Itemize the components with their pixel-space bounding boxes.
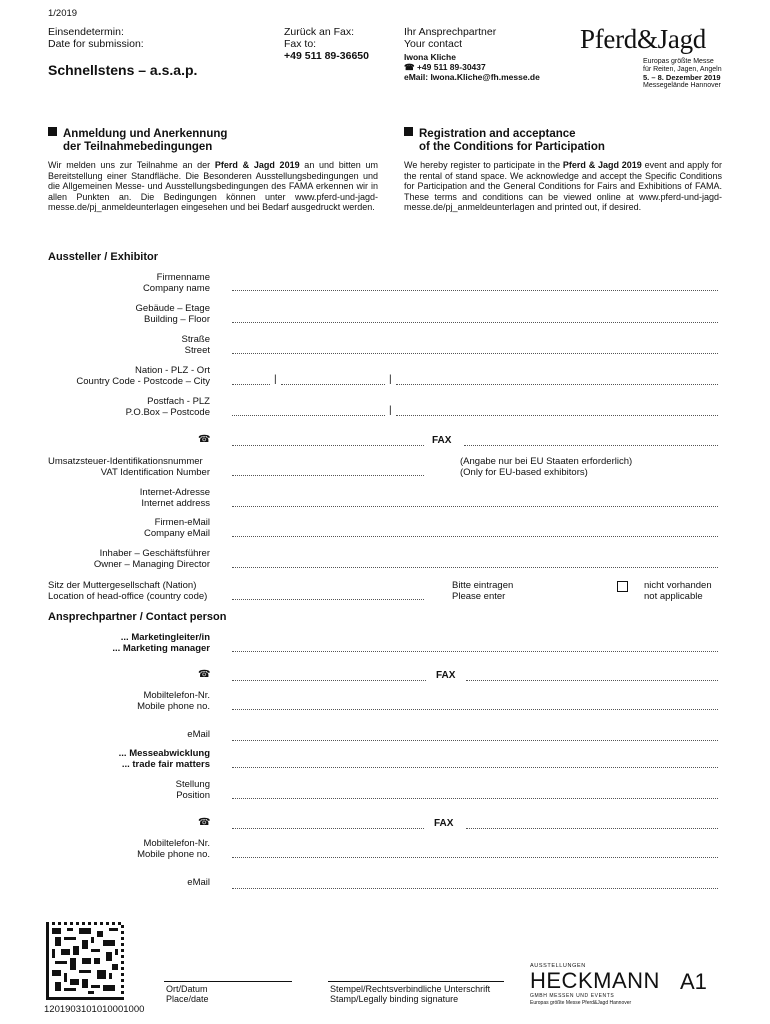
marketing-mobile-label: Mobiltelefon-Nr. Mobile phone no. <box>137 690 210 712</box>
trade-fair-email-field[interactable] <box>232 879 718 889</box>
exhibitor-section-title: Aussteller / Exhibitor <box>48 251 159 263</box>
intro-de <box>48 127 378 213</box>
company-phone-field[interactable] <box>232 436 424 446</box>
contact-section-title: Ansprechpartner / Contact person <box>48 611 227 623</box>
intro-de-title-2: der Teilnahmebedingungen <box>63 141 213 153</box>
contact-name: Iwona Kliche <box>404 52 456 62</box>
phone-icon: ☎ <box>198 434 211 445</box>
trade-fair-fax-field[interactable] <box>466 819 718 829</box>
position-label: Stellung Position <box>175 779 210 801</box>
phone-icon: ☎ <box>198 669 211 680</box>
country-code-field[interactable] <box>232 375 270 385</box>
logo-tagline-2: für Reiten, Jagen, Angeln <box>643 66 722 73</box>
intro-de-event: Pferd & Jagd 2019 <box>214 160 300 170</box>
owner-field[interactable] <box>232 558 718 568</box>
vat-note: (Angabe nur bei EU Staaten erforderlich) (Only for EU-based exhibitors) <box>460 456 633 478</box>
pferd-jagd-logo <box>580 24 750 90</box>
field-separator: | <box>389 374 392 385</box>
bullet-square-icon <box>404 127 413 136</box>
intro-en-event: Pferd & Jagd 2019 <box>562 160 642 170</box>
deadline-block <box>48 26 144 50</box>
form-code: A1 <box>680 969 707 994</box>
company-name-label: Firmenname Company name <box>142 272 210 294</box>
head-office-field[interactable] <box>232 590 424 600</box>
company-name-field[interactable] <box>232 281 718 291</box>
pobox-postcode-field[interactable] <box>396 406 718 416</box>
place-date-field[interactable] <box>164 955 292 980</box>
contact-phone: ☎ +49 511 89-30437 <box>404 62 486 72</box>
fax-label-de: Zurück an Fax: <box>284 26 355 38</box>
intro-en <box>404 127 722 213</box>
heckmann-sub-text: GMBH MESSEN UND EVENTS <box>530 993 615 999</box>
not-applicable-checkbox[interactable] <box>617 581 628 592</box>
trade-fair-mobile-label: Mobiltelefon-Nr. Mobile phone no. <box>137 838 210 860</box>
intro-de-title-1: Anmeldung und Anerkennung <box>63 128 228 140</box>
heckmann-bottom-text: Europas größte Messe Pferd&Jagd Hannover <box>530 1000 632 1006</box>
not-applicable-label: nicht vorhanden not applicable <box>644 580 712 602</box>
contact-block <box>404 26 540 82</box>
place-date-line <box>164 981 292 982</box>
marketing-email-field[interactable] <box>232 731 718 741</box>
vat-label: Umsatzsteuer-Identifikationsnummer VAT Identification Number <box>48 456 210 478</box>
marketing-manager-label: ... Marketingleiter/in ... Marketing manager <box>112 632 210 654</box>
field-separator: | <box>389 405 392 416</box>
logo-wordmark: Pferd&Jagd <box>580 24 706 54</box>
marketing-fax-label: FAX <box>436 670 456 681</box>
street-field[interactable] <box>232 344 718 354</box>
trade-fair-label: ... Messeabwicklung ... trade fair matters <box>118 748 210 770</box>
deadline-value: Schnellstens – a.s.a.p. <box>48 62 198 78</box>
intro-de-text-a: Wir melden uns zur Teilnahme an der <box>48 160 215 170</box>
intro-en-title-2: of the Conditions for Participation <box>419 141 605 153</box>
vat-field[interactable] <box>232 466 424 476</box>
datamatrix-barcode-icon <box>46 922 124 1000</box>
trade-fair-fax-label: FAX <box>434 818 454 829</box>
marketing-manager-field[interactable] <box>232 642 718 652</box>
trade-fair-email-label: eMail <box>187 877 210 888</box>
marketing-fax-field[interactable] <box>466 671 718 681</box>
contact-label-de: Ihr Ansprechpartner <box>404 26 497 38</box>
marketing-phone-field[interactable] <box>232 671 426 681</box>
company-email-field[interactable] <box>232 527 718 537</box>
heckmann-top-text: AUSSTELLUNGEN <box>530 963 586 969</box>
marketing-mobile-field[interactable] <box>232 700 718 710</box>
heckmann-brand: HECKMANN <box>530 968 660 993</box>
company-fax-field[interactable] <box>464 436 718 446</box>
building-floor-label: Gebäude – Etage Building – Floor <box>135 303 210 325</box>
place-date-label: Ort/Datum Place/date <box>166 984 209 1004</box>
logo-venue: Messegelände Hannover <box>643 82 721 89</box>
intro-en-text-a: We hereby register to participate in the <box>404 160 563 170</box>
country-postcode-city-label: Nation - PLZ - Ort Country Code - Postcode – City <box>76 365 210 387</box>
internet-address-field[interactable] <box>232 497 718 507</box>
trade-fair-phone-field[interactable] <box>232 819 424 829</box>
fax-label-en: Fax to: <box>284 38 317 50</box>
building-floor-field[interactable] <box>232 313 718 323</box>
bullet-square-icon <box>48 127 57 136</box>
intro-en-text-b: event and apply for the rental of stand space. We acknowledge and accept the Specific Conditions for Participation and the General Conditions for Fairs and Exhibitions of FAMA. These terms and conditions can be viewed online at www.pferd-und-jagd-messe.de/pj_anmeldeunterlagen and printed out, if desired. <box>404 160 722 213</box>
logo-tagline-1: Europas größte Messe <box>643 58 714 65</box>
position-field[interactable] <box>232 789 718 799</box>
trade-fair-mobile-field[interactable] <box>232 848 718 858</box>
internet-address-label: Internet-Adresse Internet address <box>139 487 210 509</box>
marketing-email-label: eMail <box>187 729 210 740</box>
phone-icon: ☎ <box>198 817 211 828</box>
fax-block <box>284 26 369 62</box>
postcode-field[interactable] <box>281 375 385 385</box>
signature-field[interactable] <box>328 955 504 980</box>
company-email-label: Firmen-eMail Company eMail <box>144 517 210 539</box>
intro-en-title-1: Registration and acceptance <box>419 128 576 140</box>
trade-fair-field[interactable] <box>232 758 718 768</box>
contact-label-en: Your contact <box>404 38 462 50</box>
company-fax-label: FAX <box>432 435 452 446</box>
signature-line <box>328 981 504 982</box>
barcode-number: 1201903101010001000 <box>44 1004 145 1015</box>
head-office-label: Sitz der Muttergesellschaft (Nation) Location of head-office (country code) <box>48 580 208 602</box>
deadline-label-en: Date for submission: <box>48 38 144 50</box>
signature-label: Stempel/Rechtsverbindliche Unterschrift Stamp/Legally binding signature <box>330 984 491 1004</box>
contact-email: eMail: Iwona.Kliche@fh.messe.de <box>404 72 540 82</box>
field-separator: | <box>274 374 277 385</box>
street-label: Straße Street <box>181 334 210 356</box>
deadline-label-de: Einsendetermin: <box>48 26 124 38</box>
city-field[interactable] <box>396 375 718 385</box>
owner-label: Inhaber – Geschäftsführer Owner – Managing Director <box>93 548 210 570</box>
pobox-field[interactable] <box>232 406 385 416</box>
heckmann-logo <box>530 963 670 1007</box>
pobox-label: Postfach - PLZ P.O.Box – Postcode <box>125 396 210 418</box>
fax-number: +49 511 89-36650 <box>284 50 369 62</box>
please-enter-label: Bitte eintragen Please enter <box>452 580 514 602</box>
logo-dates: 5. – 8. Dezember 2019 <box>643 73 721 82</box>
intro-de-text-b: an und bitten um Bereitstellung einer Standfläche. Die Besonderen Ausstellungsbedingungen und die Allgemeinen Messe- und Ausstellungsbedingungen des FAMA erkennen wir in allen Punkten an. Die Bedingungen können unter www.pferd-und-jagd-messe.de/pj_anmeldeunterlagen eingesehen und bei Bedarf ausgedruckt werden. <box>48 160 378 213</box>
version-label: 1/2019 <box>48 8 78 19</box>
